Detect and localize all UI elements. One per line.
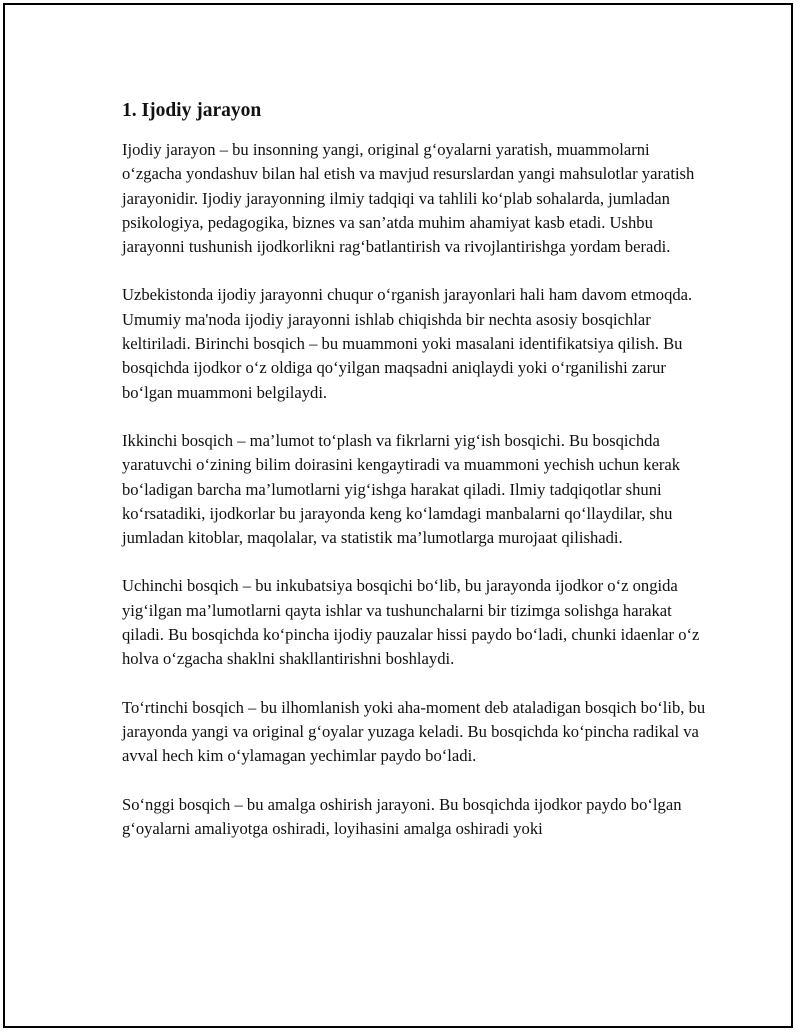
- paragraph: Ikkinchi bosqich – ma’lumot to‘plash va fikrlarni yig‘ish bosqichi. Bu bosqichda yaratuvchi o‘zining bilim doirasini kengaytiradi va muammoni yechish uchun kerak bo‘ladigan barcha ma’lumotlarni yig‘ishga harakat qiladi. Ilmiy tadqiqotlar shuni ko‘rsatadiki, ijodkorlar bu jarayonda keng ko‘lamdagi manbalarni qo‘llaydilar, shu jumladan kitoblar, maqolalar, va statistik ma’lumotlarga murojaat qilishadi.: [122, 430, 681, 548]
- page-frame: [3, 3, 793, 1028]
- paragraph: Uchinchi bosqich – bu inkubatsiya bosqichi bo‘lib, bu jarayonda ijodkor o‘z ongida yig‘ilgan ma’lumotlarni qayta ishlar va tushunchalarni bir tizimga solishga harakat qiladi. Bu bosqichda ko‘pincha ijodiy pauzalar hissi paydo bo‘ladi, chunki idaenlar o‘z holva o‘zgacha shaklni shakllantirishni boshlaydi.: [122, 576, 700, 669]
- paragraph: So‘nggi bosqich – bu amalga oshirish jarayoni. Bu bosqichda ijodkor paydo bo‘lgan g‘oyalarni amaliyotga oshiradi, loyihasini amalga oshiradi yoki: [122, 794, 682, 838]
- section-heading: 1. Ijodiy jarayon: [122, 100, 262, 121]
- document-body: [122, 98, 707, 865]
- paragraph: Ijodiy jarayon – bu insonning yangi, original g‘oyalarni yaratish, muammolarni o‘zgacha yondashuv bilan hal etish va mavjud resurslardan yangi mahsulotlar yaratish jarayonidir. Ijodiy jarayonning ilmiy tadqiqi va tahlili ko‘plab sohalarda, jumladan psikologiya, pedagogika, biznes va san’atda muhim ahamiyat kasb etadi. Ushbu jarayonni tushunish ijodkorlikni rag‘batlantirish va rivojlantirishga yordam beradi.: [122, 140, 695, 257]
- paragraph: Uzbekistonda ijodiy jarayonni chuqur o‘rganish jarayonlari hali ham davom etmoqda. Umumiy ma'noda ijodiy jarayonni ishlab chiqishda bir nechta asosiy bosqichlar keltiriladi. Birinchi bosqich – bu muammoni yoki masalani identifikatsiya qilish. Bu bosqichda ijodkor o‘z oldiga qo‘yilgan maqsadni aniqlaydi yoki o‘rganilishi zarur bo‘lgan muammoni belgilaydi.: [122, 285, 693, 402]
- paragraph: To‘rtinchi bosqich – bu ilhomlanish yoki aha-moment deb ataladigan bosqich bo‘lib, bu jarayonda yangi va original g‘oyalar yuzaga keladi. Bu bosqichda ko‘pincha radikal va avval hech kim o‘ylamagan yechimlar paydo bo‘ladi.: [122, 697, 706, 766]
